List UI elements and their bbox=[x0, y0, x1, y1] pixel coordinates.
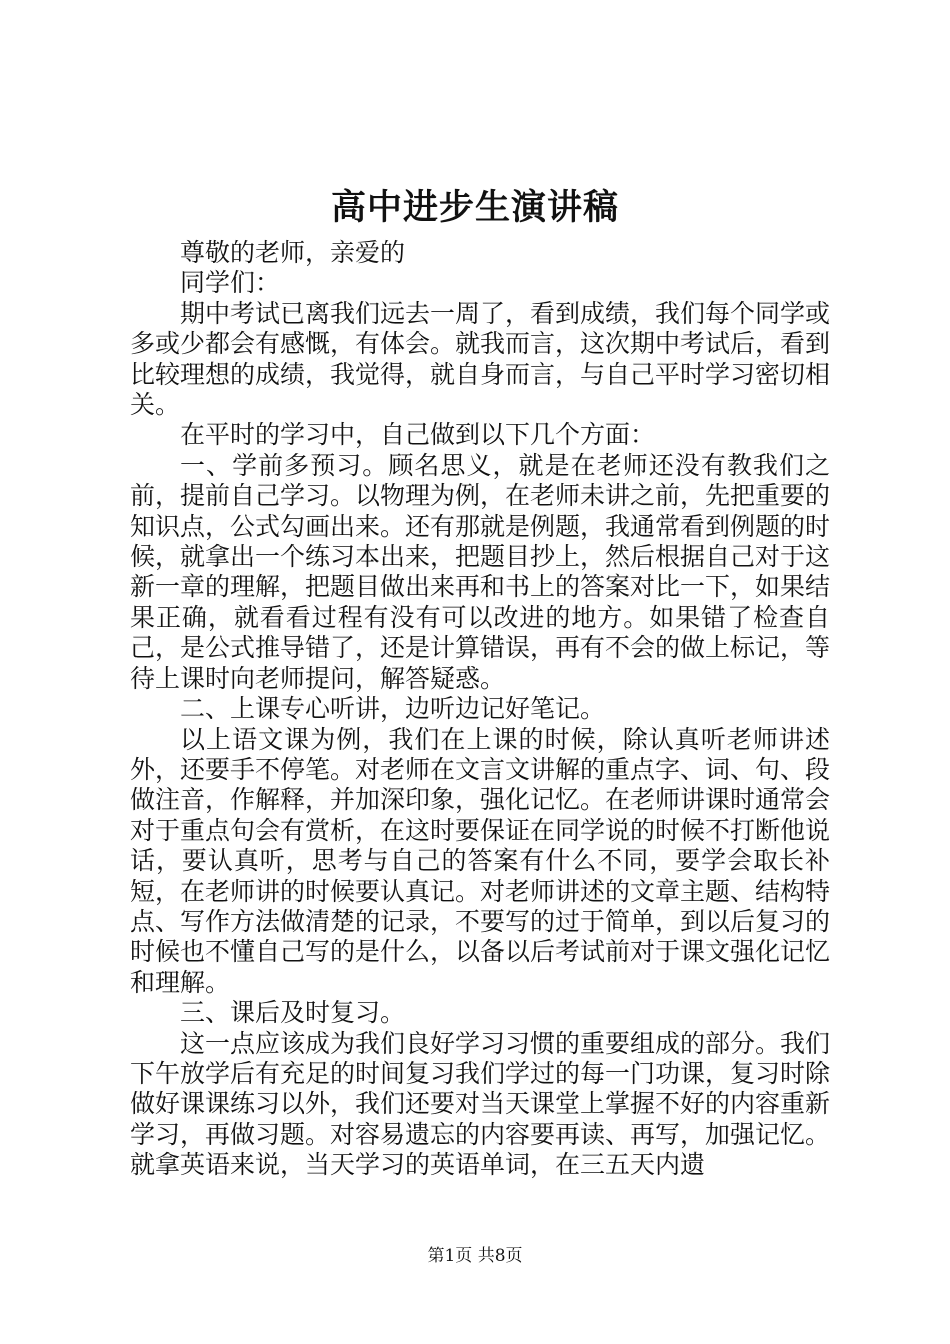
document-title: 高中进步生演讲稿 bbox=[330, 187, 619, 228]
body-paragraph: 在平时的学习中，自己做到以下几个方面： bbox=[180, 420, 656, 450]
body-paragraph: 这一点应该成为我们良好学习习惯的重要组成的部分。我们下午放学后有充足的时间复习我们学过的每一门功课，复习时除做好课课练习以外，我们还要对当天课堂上掌握不好的内容重新学习，再做习题。对容易遗忘的内容要再读、再写，加强记忆。就拿英语来说，当天学习的英语单词，在三五天内遗 bbox=[130, 1028, 831, 1180]
body-paragraph: 尊敬的老师，亲爱的 bbox=[180, 238, 406, 267]
body-paragraph: 同学们： bbox=[180, 268, 281, 298]
body-paragraph: 以上语文课为例，我们在上课的时候，除认真听老师讲述外，还要手不停笔。对老师在文言文讲解的重点字、词、句、段做注音，作解释，并加深印象，强化记忆。在老师讲课时通常会对于重点句会有赏析，在这时要保证在同学说的时候不打断他说话，要认真听，思考与自己的答案有什么不同，要学会取长补短，在老师讲的时候要认真记。对老师讲述的文章主题、结构特点、写作方法做清楚的记录，不要写的过于简单，到以后复习的时候也不懂自己写的是什么，以备以后考试前对于课文强化记忆和理解。 bbox=[130, 724, 831, 997]
document-body bbox=[130, 238, 830, 1181]
body-paragraph: 二、上课专心听讲，边听边记好笔记。 bbox=[180, 694, 606, 724]
body-paragraph: 一、学前多预习。顾名思义，就是在老师还没有教我们之前，提前自己学习。以物理为例，在老师未讲之前，先把重要的知识点，公式勾画出来。还有那就是例题，我通常看到例题的时候，就拿出一个练习本出来，把题目抄上，然后根据自己对于这新一章的理解，把题目做出来再和书上的答案对比一下，如果结果正确，就看看过程有没有可以改进的地方。如果错了检查自己，是公式推导错了，还是计算错误，再有不会的做上标记，等待上课时向老师提问，解答疑惑。 bbox=[130, 450, 831, 693]
body-paragraph: 三、课后及时复习。 bbox=[180, 998, 406, 1028]
body-paragraph: 期中考试已离我们远去一周了，看到成绩，我们每个同学或多或少都会有感慨，有体会。就我而言，这次期中考试后，看到比较理想的成绩，我觉得，就自身而言，与自己平时学习密切相关。 bbox=[130, 298, 831, 420]
page-footer: 第1页 共8页 bbox=[427, 1246, 523, 1266]
